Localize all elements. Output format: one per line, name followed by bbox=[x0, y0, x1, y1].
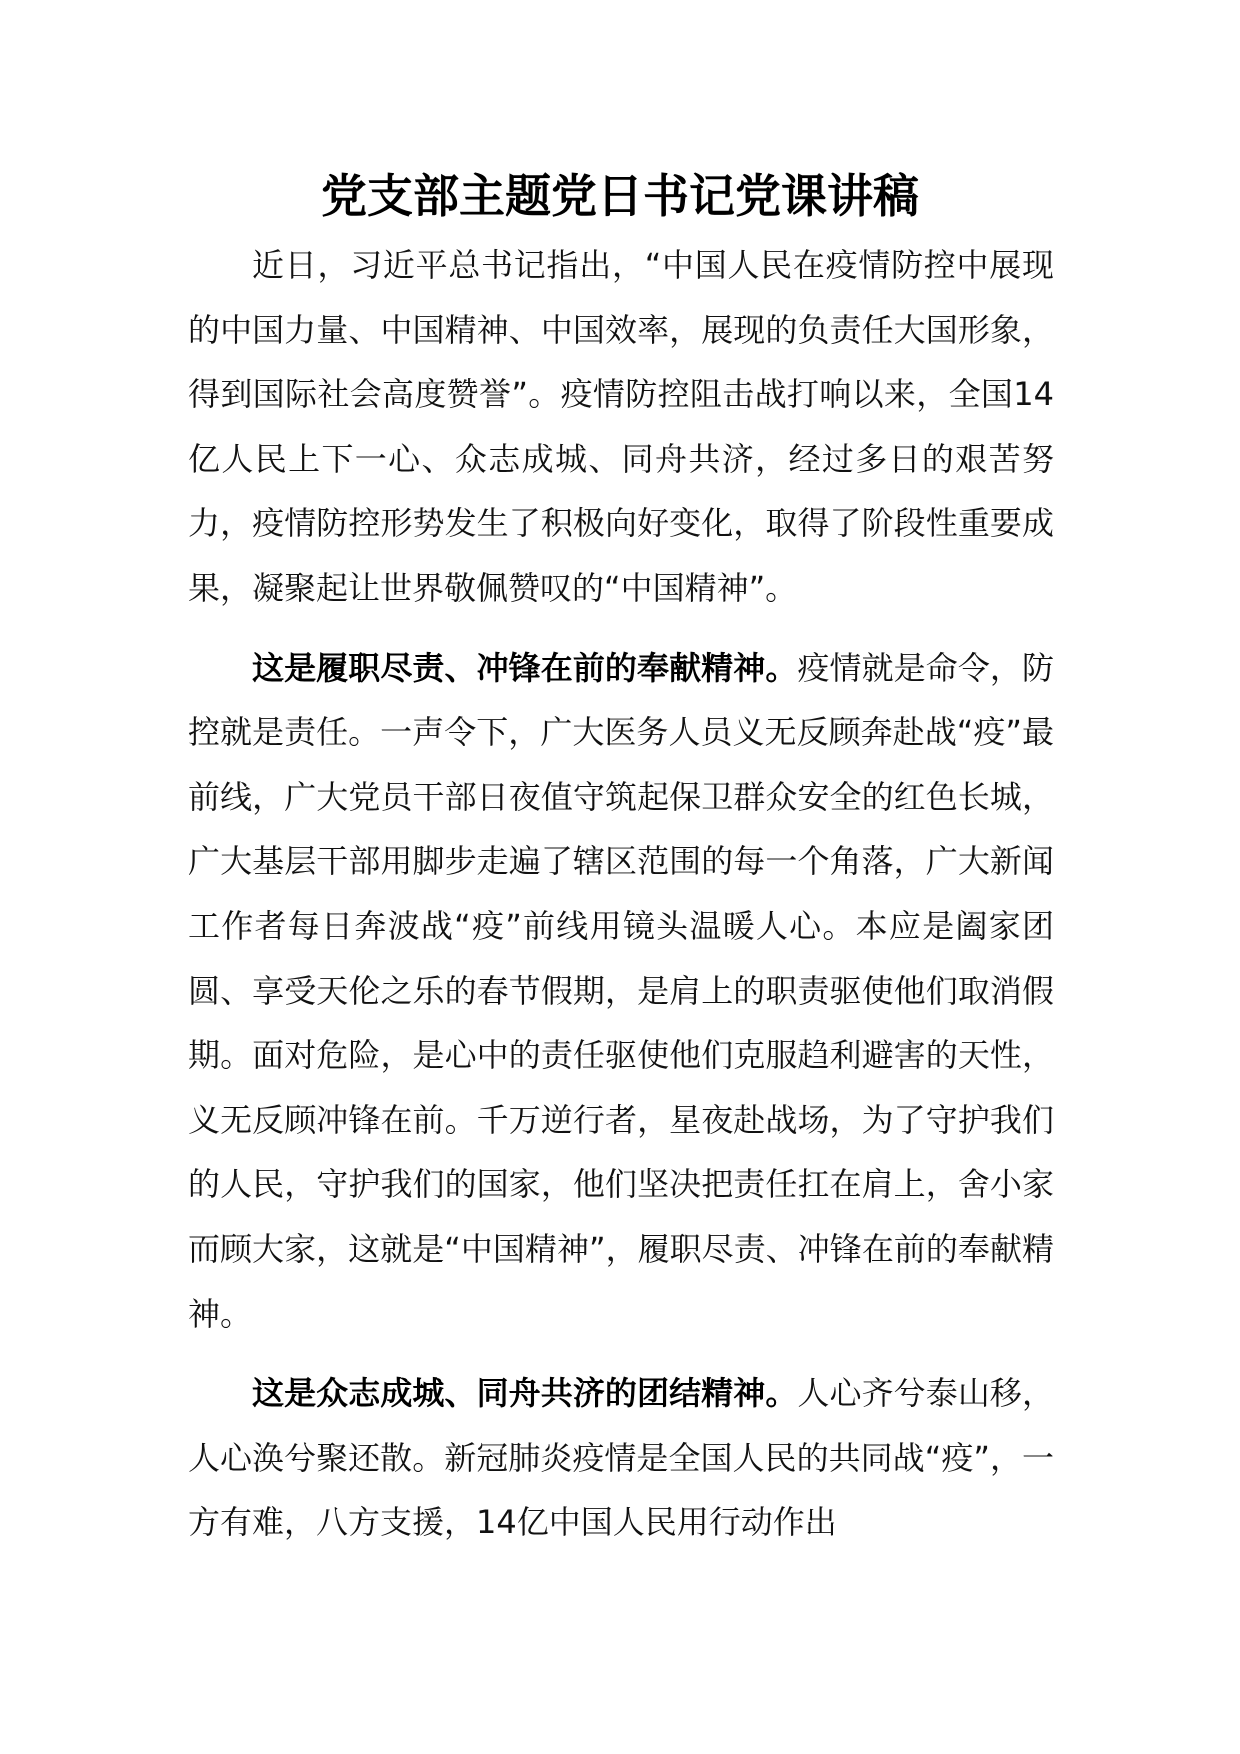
paragraph-lead: 这是履职尽责、冲锋在前的奉献精神。 bbox=[252, 648, 798, 687]
paragraph-dedication bbox=[188, 636, 1054, 1347]
paragraph-text: 人心齐兮泰山移，人心涣兮聚还散。新冠肺炎疫情是全国人民的共同战“疫”，一方有难，八方支援，14亿中国人民用行动作出 bbox=[188, 1374, 1054, 1542]
paragraph-lead: 这是众志成城、同舟共济的团结精神。 bbox=[252, 1374, 798, 1413]
paragraph-text: 近日，习近平总书记指出，“中国人民在疫情防控中展现的中国力量、中国精神、中国效率，展现的负责任大国形象，得到国际社会高度赞誉”。疫情防控阻击战打响以来，全国14亿人民上下一心、众志成城、同舟共济，经过多日的艰苦努力，疫情防控形势发生了积极向好变化，取得了阶段性重要成果，凝聚起让世界敬佩赞叹的“中国精神”。 bbox=[188, 246, 1054, 607]
paragraph-intro bbox=[188, 233, 1054, 621]
paragraph-unity bbox=[188, 1361, 1054, 1555]
paragraph-text: 疫情就是命令，防控就是责任。一声令下，广大医务人员义无反顾奔赴战“疫”最前线，广大党员干部日夜值守筑起保卫群众安全的红色长城，广大基层干部用脚步走遍了辖区范围的每一个角落，广大新闻工作者每日奔波战“疫”前线用镜头温暖人心。本应是阖家团圆、享受天伦之乐的春节假期，是肩上的职责驱使他们取消假期。面对危险，是心中的责任驱使他们克服趋利避害的天性，义无反顾冲锋在前。千万逆行者，星夜赴战场，为了守护我们的人民，守护我们的国家，他们坚决把责任扛在肩上，舍小家而顾大家，这就是“中国精神”，履职尽责、冲锋在前的奉献精神。 bbox=[188, 648, 1054, 1333]
document-body bbox=[188, 233, 1054, 1570]
document-title: 党支部主题党日书记党课讲稿 bbox=[321, 169, 919, 223]
